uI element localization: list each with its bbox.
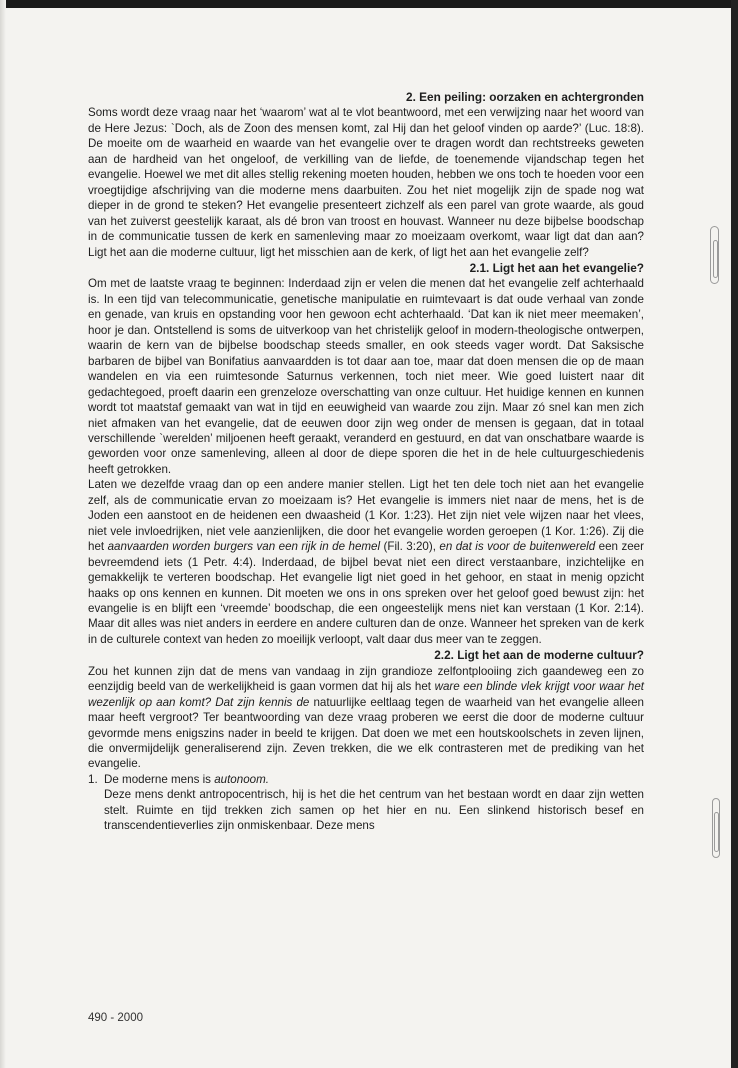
- text-run: een zeer bevreemdend iets (1 Petr. 4:4). Inderdaad, de bijbel bevat niet een direct verstaanbare, inzichtelijke en gemakkelijk te verteren boodschap. Het evangelie ligt niet goed in het gehoor, en staat in menig opzicht haaks op ons kennen en kunnen. Dit moeten we ons in ons spreken over het geloof goed bewust zijn: het evangelie is en blijft een ‘vreemde’ boodschap, die een ongeestelijk mens niet kan verstaan (1 Kor. 2:14). Maar dit alles was niet anders in eerdere en andere culturen dan de onze. Wanneer het spreken van de kerk in de culturele context van heden zo moeilijk verloopt, valt daar dus meer van te zeggen.: [88, 540, 644, 646]
- text-run: Zou het kunnen zijn dat de mens van vandaag in zijn grandioze zelfontplooiing zich gaandeweg een zo eenzijdig beeld van de werkelijkheid is gaan vormen dat hij als het: [88, 664, 644, 694]
- paper-clip-top-inner: [713, 240, 718, 278]
- text-run: natuurlijke eeltlaag tegen de waarheid van het evangelie alleen maar heeft vergroot? Ter beantwoording van deze vraag proberen we eerst die door de moderne cultuur gevormde mens enigszins nader in beeld te krijgen. Dat doen we met een houtskoolschets in zeven lijnen, die onvermijdelijk generaliserend zijn. Zeven trekken, die we elk contrasteren met de prediking van het evangelie.: [88, 695, 645, 771]
- list-item-number: 1.: [88, 772, 98, 786]
- scan-top-edge: [0, 0, 738, 8]
- page-number-footer: 490 - 2000: [88, 1012, 143, 1024]
- emphasis-run: ware een blinde vlek krijgt voor waar het wezenlijk op aan komt? Dat zijn kennis de: [88, 680, 644, 709]
- text-run: Laten we dezelfde vraag dan op een andere manier stellen. Ligt het ten dele toch niet aan het evangelie zelf, als de communicatie ervan zo moeizaam is? Het evangelie is immers niet naar de mens, het is de Joden een aanstoot en de heidenen een dwaasheid (1 Kor. 1:23). Het zijn niet vele wijzen naar het vlees, niet vele invloedrijken, niet vele aanzienlijken, die door het evangelie worden geroepen (1 Kor. 1:26). Zij die het: [88, 478, 644, 554]
- section-2-2-paragraph: [88, 664, 644, 772]
- section-heading-2-2: 2.2. Ligt het aan de moderne cultuur?: [434, 648, 644, 663]
- section-heading-2-1: 2.1. Ligt het aan het evangelie?: [469, 260, 644, 275]
- section-2-1-paragraph-2: [88, 477, 644, 647]
- paper-clip-bottom-inner: [714, 812, 719, 852]
- list-item-emphasis: autonoom.: [214, 772, 269, 786]
- list-item-lead: De moderne mens is: [104, 772, 215, 786]
- section-2-paragraph: Soms wordt deze vraag naar het ‘waarom’ wat al te vlot beantwoord, met een verwijzing naar het woord van de Here Jezus: `Doch, als de Zoon des mensen komt, zal Hij dan het geloof vinden op aarde?’ (Luc. 18:8). De moeite om de waarheid en waarde van het evangelie over te dragen wordt dan rechtstreeks geweten aan de hardheid van het ongeloof, de verkilling van de liefde, de toenemende vijandschap tegen het evangelie. Hoewel we met dit alles stellig rekening moeten houden, hebben we ons toch te hoeden voor een vroegtijdige afschrijving van die moderne mens daarbuiten. Zou het niet mogelijk zijn de spade nog wat dieper in de grond te steken? Het evangelie presenteert zichzelf als een parel van grote waarde, als goud van het zuiverst geestelijk karaat, als dé bron van troost en houvast. Wanneer nu deze bijbelse boodschap in de communicatie tussen de kerk en samenleving maar zo moeizaam overkomt, waar ligt dat dan aan? Ligt het aan die moderne cultuur, ligt het misschien aan de kerk, of ligt het aan het evangelie zelf?: [88, 106, 644, 259]
- emphasis-run: en dat is voor de buitenwereld: [439, 540, 596, 554]
- section-2-1-paragraph-1: Om met de laatste vraag te beginnen: Inderdaad zijn er velen die menen dat het evangelie zelf achterhaald is. In een tijd van telecommunicatie, genetische manipulatie en ruimtevaart is dat oude verhaal van zonde en genade, van kruis en opstanding voor hen gewoon echt achterhaald. ‘Dat kan ik niet meer meemaken’, hoor je dan. Ontstellend is soms de uitverkoop van het christelijk geloof in modern-theologische ontwerpen, waarin de kern van de bijbelse boodschap steeds smaller, en ook steeds vager wordt. Dat Saksische barbaren de bijbel van Bonifatius aanvaardden is tot daar aan toe, maar dat doen mensen die op de maan wandelen en via een ruimtesonde Saturnus verkennen, toch niet meer. Wie goed luistert naar dit gedachtegoed, proeft daarin een grenzeloze overschatting van onze cultuur. Het huidige kennen en kunnen wordt tot maatstaf gemaakt van wat in tijd en eeuwigheid van waarde zou zijn. Maar zó snel kan men zich niet afmaken van het evangelie, dat de eeuwen door zijn weg onder de mensen is gegaan, dat in totaal verschillende `werelden’ miljoenen heeft geraakt, veranderd en gestuurd, en dat van onschatbare waarde is geworden voor onze samenleving, alleen al door de diepe sporen die het in de hele cultuurgeschiedenis heeft getrokken.: [88, 277, 644, 476]
- emphasis-run: aanvaarden worden burgers van een rijk in de hemel: [107, 540, 381, 554]
- scan-left-shadow: [0, 0, 6, 1068]
- article-body: [88, 90, 644, 834]
- list-item-heading: [88, 772, 644, 787]
- scan-right-edge: [731, 0, 738, 1068]
- traits-list: [88, 772, 644, 834]
- list-item-body: Deze mens denkt antropocentrisch, hij is het die het centrum van het bestaan wordt en daar zijn wetten stelt. Ruimte en tijd trekken zich samen op het hier en nu. Een slinkend historisch besef en transcendentieverlies zijn onmiskenbaar. Deze mens: [104, 788, 644, 833]
- list-item: [88, 772, 644, 834]
- section-heading-2: 2. Een peiling: oorzaken en achtergronden: [406, 90, 644, 104]
- text-run: (Fil. 3:20),: [380, 540, 440, 554]
